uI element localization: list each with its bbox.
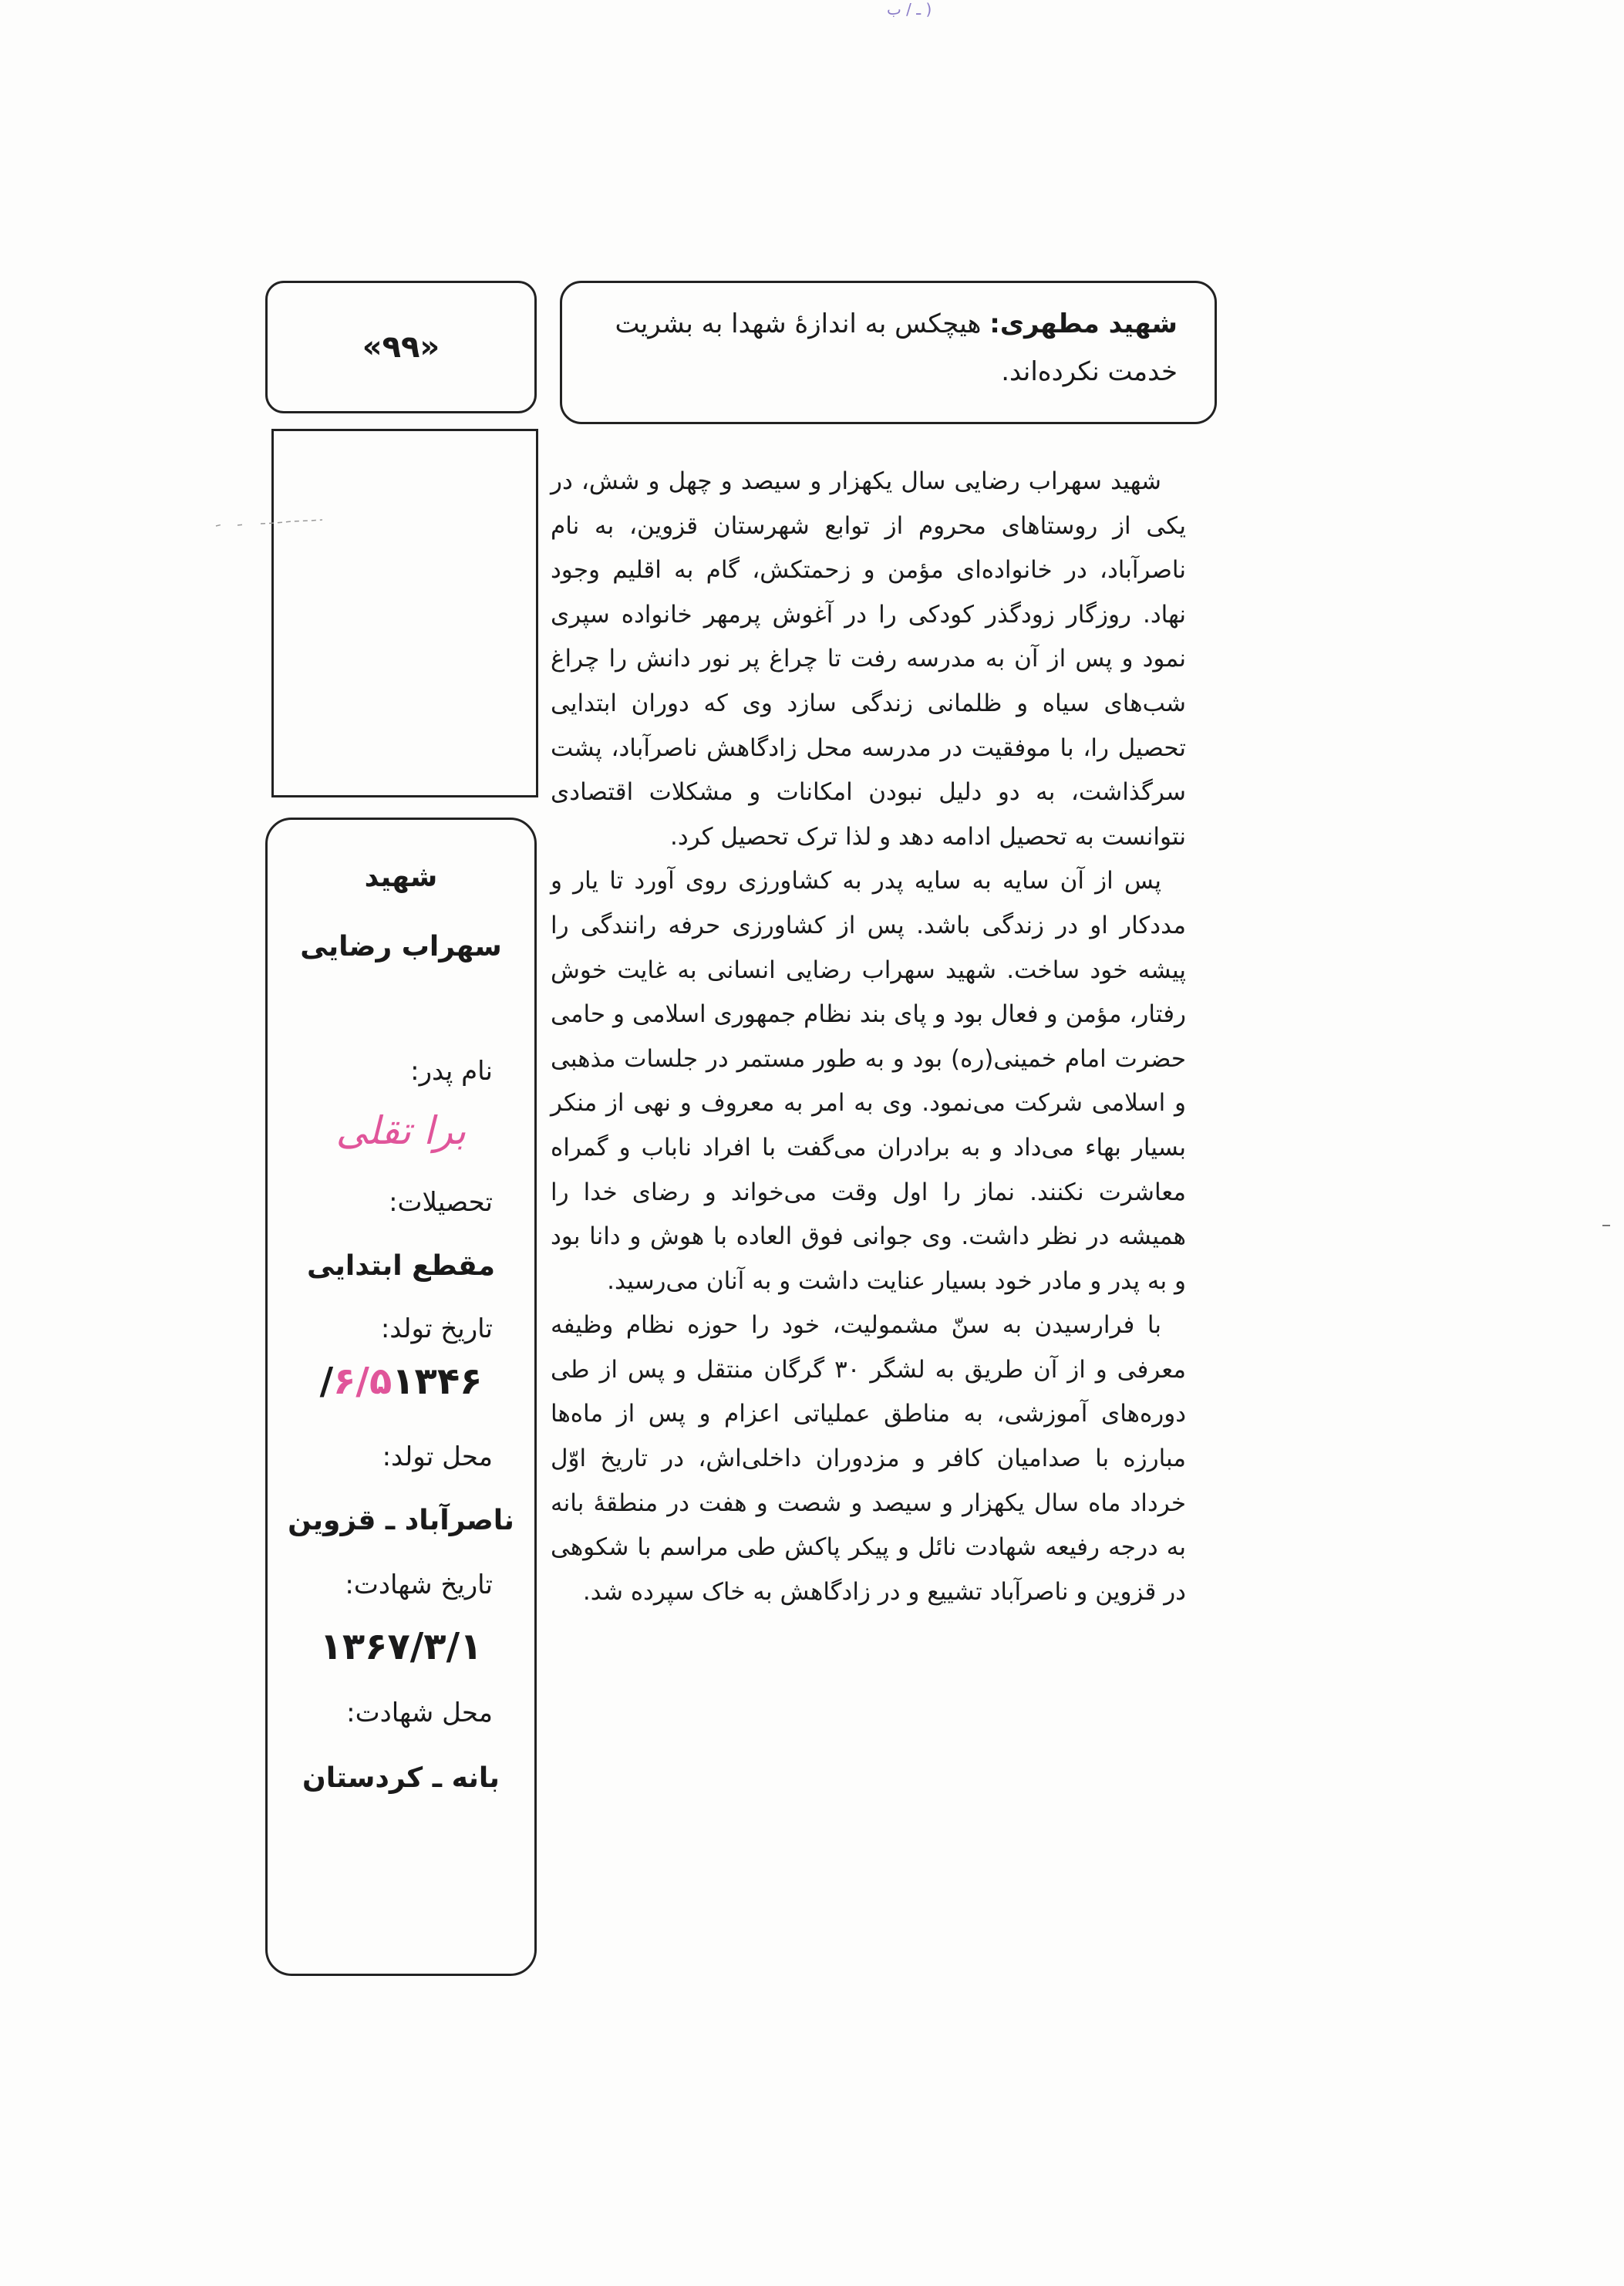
birth-date-label: تاریخ تولد:: [380, 1313, 493, 1344]
education-label: تحصیلات:: [389, 1187, 493, 1218]
birth-date: [268, 1360, 534, 1403]
profile-box: [265, 818, 537, 1976]
page-number-box: [265, 281, 537, 413]
quote-text: هیچکس به اندازهٔ شهدا به بشریت خدمت نکرده‌اند.: [615, 309, 1178, 387]
martyrdom-place-value: بانه ـ کردستان: [302, 1762, 500, 1794]
birth-date-printed: ۱۳۴۶/: [319, 1360, 483, 1403]
biography-paragraph-3: با فرارسیدن به سنّ مشمولیت، خود را حوزه نظام وظیفه معرفی و از آن طریق به لشگر ۳۰ گرگان منتقل و پس از طی دوره‌های آموزشی، به مناطق عملیاتی اعزام و پس از ماه‌ها مبارزه با صدامیان کافر و مزدوران داخلی‌اش، در تاریخ اوّل خرداد ماه سال یکهزار و سیصد و شصت و هفت در منطقهٔ بانه به درجه رفیعه شهادت نائل و پیکر پاکش طی مراسم با شکوهی در قزوین و ناصرآباد تشییع و در زادگاهش به خاک سپرده شد.: [551, 1311, 1186, 1606]
profile-name: سهراب رضایی: [300, 931, 502, 963]
photo-placeholder: [271, 429, 538, 797]
biography-paragraph-2: پس از آن سایه به سایه پدر به کشاورزی روی آورد تا یار و مددکار او در زندگی باشد. پس از کشاورزی حرفه رانندگی را پیشه خود ساخت. شهید سهراب رضایی انسانی به غایت خوش رفتار، مؤمن و فعال بود و پای بند نظام جمهوری اسلامی و حامی حضرت امام خمینی(ره) بود و به طور مستمر در جلسات مذهبی و اسلامی شرکت می‌نمود. وی به امر به معروف و نهی از منکر بسیار بهاء می‌داد و به برادران می‌گفت با افراد ناباب و گمراه معاشرت نکنند. نماز را اول وقت می‌خواند و رضای خدا را همیشه در نظر داشت. وی جوانی فوق العاده با هوش و دانا بود و به پدر و مادر خود بسیار عنایت داشت و به آنان می‌رسید.: [551, 867, 1186, 1295]
stray-pencil-mark: [214, 517, 338, 532]
father-label: نام پدر:: [410, 1056, 493, 1087]
biography-text: [551, 460, 1186, 1614]
education-value: مقطع ابتدایی: [306, 1250, 496, 1282]
quote-author: شهید مطهری:: [989, 309, 1178, 339]
birth-place-value: ناصرآباد ـ قزوین: [288, 1505, 514, 1536]
top-margin-mark: ـ / ب ): [887, 0, 932, 19]
profile-title: شهید: [364, 861, 438, 893]
father-value-handwritten: برا تقلی: [335, 1108, 467, 1153]
margin-tick-mark: [1602, 1225, 1610, 1231]
martyrdom-date-label: تاریخ شهادت:: [345, 1570, 493, 1600]
biography-paragraph-1: شهید سهراب رضایی سال یکهزار و سیصد و چهل و شش، در یکی از روستاهای محروم از توابع شهرستان قزوین، به نام ناصرآباد، در خانواده‌ای مؤمن و زحمتکش، گام به اقلیم وجود نهاد. روزگار زودگذر کودکی را در آغوش پرمهر خانواده سپری نمود و پس از آن به مدرسه رفت تا چراغ پر نور دانش را چراغ شب‌های سیاه و ظلمانی زندگی سازد وی که دوران ابتدایی تحصیل را، با موفقیت در مدرسه محل زادگاهش ناصرآباد، پشت سرگذاشت، به دو دلیل نبودن امکانات و مشکلات اقتصادی نتوانست به تحصیل ادامه دهد و لذا ترک تحصیل کرد.: [551, 467, 1186, 851]
martyrdom-date-value: ۱۳۶۷/۳/۱: [319, 1625, 483, 1668]
martyrdom-place-label: محل شهادت:: [346, 1698, 493, 1728]
birth-date-handwritten: ۶/۵: [333, 1360, 393, 1403]
quote-box: [560, 281, 1217, 424]
page-number: «۹۹»: [362, 329, 440, 365]
birth-place-label: محل تولد:: [382, 1441, 493, 1472]
